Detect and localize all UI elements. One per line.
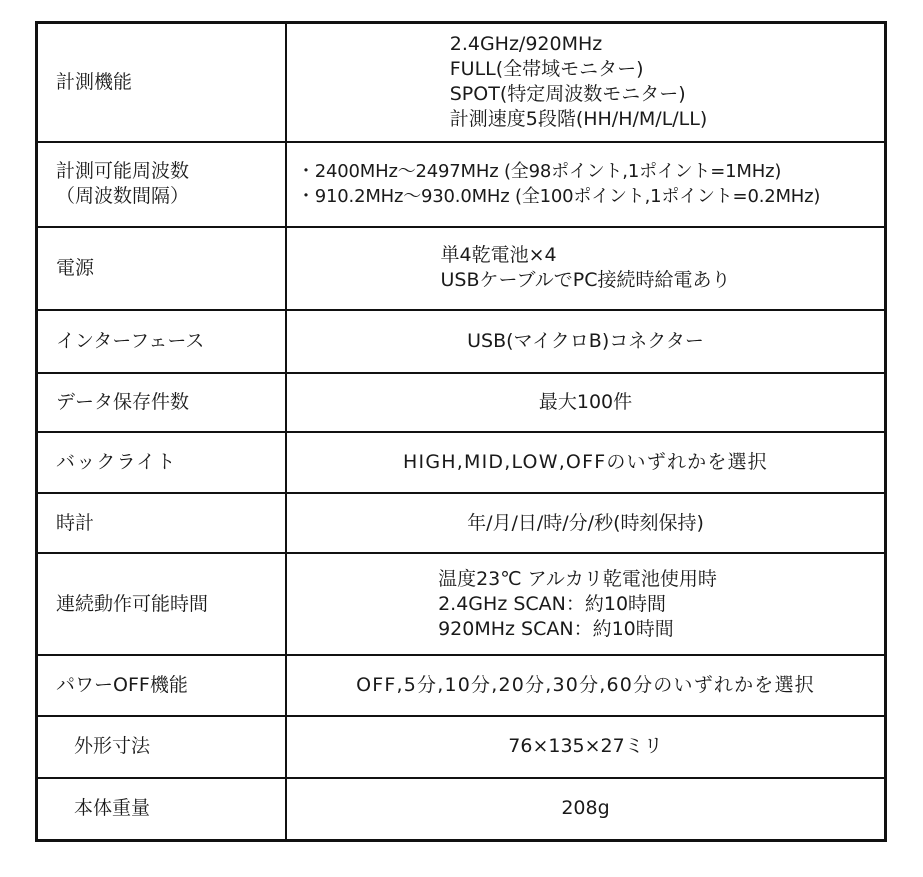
- spec-value-block: [287, 159, 884, 209]
- spec-label: [37, 553, 287, 655]
- spec-value: [286, 310, 886, 373]
- spec-row-continuous-operation: [37, 553, 886, 655]
- spec-value: [286, 493, 886, 553]
- spec-value: [286, 655, 886, 716]
- spec-value-block: [438, 567, 717, 642]
- spec-value-line: 温度23℃ アルカリ乾電池使用時: [438, 567, 717, 590]
- spec-row-power-source: [37, 227, 886, 310]
- spec-value-line: SPOT(特定周波数モニター): [449, 83, 686, 106]
- spec-label-text: 計測可能周波数: [56, 160, 190, 183]
- spec-row-backlight: [37, 432, 886, 493]
- spec-value-line: HIGH,MID,LOW,OFFのいずれかを選択: [403, 451, 768, 474]
- spec-value-line: USB(マイクロB)コネクター: [467, 329, 704, 352]
- spec-value-line: OFF,5分,10分,20分,30分,60分のいずれかを選択: [356, 674, 815, 697]
- spec-label: [37, 493, 287, 553]
- spec-table: [35, 21, 887, 842]
- spec-value-line: 最大100件: [538, 391, 633, 414]
- spec-label: [37, 142, 287, 227]
- spec-label-text: インターフェース: [56, 329, 205, 352]
- spec-label: [37, 310, 287, 373]
- spec-value-line: 920MHz SCAN：約10時間: [438, 617, 674, 640]
- spec-value: [286, 373, 886, 433]
- spec-label: [37, 778, 287, 841]
- spec-label-text: 連続動作可能時間: [56, 592, 209, 615]
- spec-label: [37, 373, 287, 433]
- spec-label-text: データ保存件数: [56, 391, 190, 414]
- spec-value: [286, 432, 886, 493]
- spec-value: [286, 142, 886, 227]
- spec-label: [37, 227, 287, 310]
- spec-value: [286, 716, 886, 778]
- spec-label: [37, 23, 287, 142]
- spec-row-dimensions: [37, 716, 886, 778]
- spec-label-text: （周波数間隔）: [56, 185, 190, 208]
- spec-label-text: 本体重量: [74, 797, 151, 820]
- spec-value-line: 計測速度5段階(HH/H/M/L/LL): [449, 108, 708, 131]
- spec-row-clock: [37, 493, 886, 553]
- spec-value-line: ・2400MHz～2497MHz (全98ポイント,1ポイント=1MHz): [297, 161, 782, 183]
- spec-row-data-storage: [37, 373, 886, 433]
- spec-label-text: 外形寸法: [74, 735, 151, 758]
- spec-value: [286, 778, 886, 841]
- spec-value-line: 年/月/日/時/分/秒(時刻保持): [467, 511, 704, 534]
- spec-label-text: 時計: [56, 511, 95, 534]
- spec-value-line: ・910.2MHz～930.0MHz (全100ポイント,1ポイント=0.2MHz): [297, 186, 821, 208]
- spec-label-text: パワーOFF機能: [56, 674, 188, 697]
- spec-value-block: [450, 32, 708, 132]
- spec-value-block: [440, 243, 730, 293]
- spec-value: [286, 23, 886, 142]
- spec-row-measurement-function: [37, 23, 886, 142]
- spec-value-line: FULL(全帯域モニター): [449, 58, 644, 81]
- spec-value-line: 2.4GHz/920MHz: [449, 33, 603, 56]
- spec-label: [37, 716, 287, 778]
- spec-label: [37, 432, 287, 493]
- spec-value-line: 208g: [561, 797, 610, 820]
- spec-label-text: バックライト: [56, 451, 177, 474]
- spec-row-frequency-range: [37, 142, 886, 227]
- spec-label-text: 電源: [56, 256, 95, 279]
- spec-label-text: 計測機能: [56, 70, 133, 93]
- spec-value-line: 76×135×27ミリ: [508, 735, 663, 758]
- spec-value-line: 単4乾電池×4: [440, 244, 557, 267]
- spec-value-line: USBケーブルでPC接続時給電あり: [440, 269, 731, 292]
- spec-row-weight: [37, 778, 886, 841]
- spec-row-interface: [37, 310, 886, 373]
- spec-value-line: 2.4GHz SCAN：約10時間: [438, 592, 667, 615]
- spec-value: [286, 553, 886, 655]
- spec-row-power-off: [37, 655, 886, 716]
- spec-value: [286, 227, 886, 310]
- spec-label: [37, 655, 287, 716]
